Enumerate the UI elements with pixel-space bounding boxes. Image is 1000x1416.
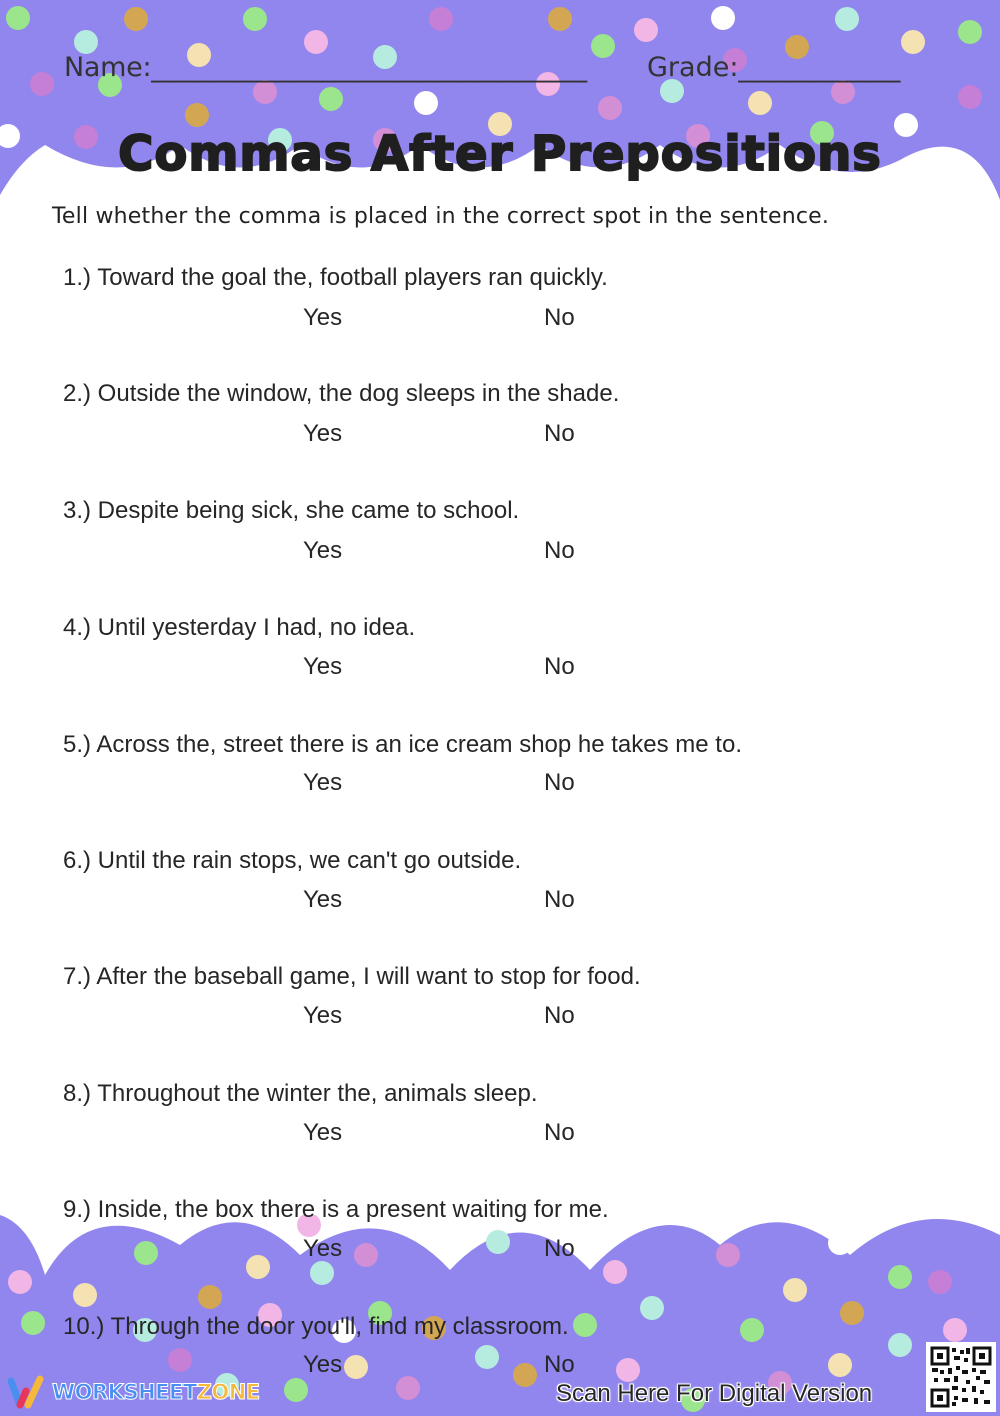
question-6: 6.) Until the rain stops, we can't go outside. (63, 847, 522, 874)
answer-no-10[interactable]: No (544, 1351, 575, 1378)
answer-yes-1[interactable]: Yes (303, 304, 343, 331)
w-logo-icon (8, 1375, 52, 1409)
question-8: 8.) Throughout the winter the, animals sleep. (63, 1080, 538, 1107)
question-3: 3.) Despite being sick, she came to school. (63, 497, 520, 524)
name-field[interactable]: Name:_________________________________ (64, 52, 587, 83)
answer-no-2[interactable]: No (544, 420, 575, 447)
answer-no-1[interactable]: No (544, 304, 575, 331)
answer-no-3[interactable]: No (544, 537, 575, 564)
answer-no-4[interactable]: No (544, 653, 575, 680)
answer-yes-9[interactable]: Yes (303, 1235, 343, 1262)
answer-no-6[interactable]: No (544, 886, 575, 913)
question-4: 4.) Until yesterday I had, no idea. (63, 614, 416, 641)
answer-no-5[interactable]: No (544, 769, 575, 796)
page-title: Commas After Prepositions (118, 126, 882, 182)
grade-field[interactable]: Grade:____________ (647, 52, 901, 83)
answer-yes-6[interactable]: Yes (303, 886, 343, 913)
worksheetzone-logo (8, 1375, 260, 1409)
question-9: 9.) Inside, the box there is a present waiting for me. (63, 1196, 609, 1223)
answer-yes-8[interactable]: Yes (303, 1119, 343, 1146)
qr-code-icon[interactable] (926, 1342, 996, 1412)
answer-yes-4[interactable]: Yes (303, 653, 343, 680)
answer-no-8[interactable]: No (544, 1119, 575, 1146)
answer-no-7[interactable]: No (544, 1002, 575, 1029)
question-10: 10.) Through the door you'll, find my classroom. (63, 1313, 569, 1340)
answer-no-9[interactable]: No (544, 1235, 575, 1262)
question-7: 7.) After the baseball game, I will want to stop for food. (63, 963, 641, 990)
instructions: Tell whether the comma is placed in the correct spot in the sentence. (52, 204, 830, 229)
answer-yes-2[interactable]: Yes (303, 420, 343, 447)
scan-caption: Scan Here For Digital Version (556, 1380, 873, 1407)
answer-yes-7[interactable]: Yes (303, 1002, 343, 1029)
answer-yes-5[interactable]: Yes (303, 769, 343, 796)
question-2: 2.) Outside the window, the dog sleeps in the shade. (63, 380, 620, 407)
answer-yes-3[interactable]: Yes (303, 537, 343, 564)
logo-text-zone: ZONE (196, 1380, 260, 1404)
question-5: 5.) Across the, street there is an ice cream shop he takes me to. (63, 731, 742, 758)
question-1: 1.) Toward the goal the, football players ran quickly. (63, 264, 608, 291)
answer-yes-10[interactable]: Yes (303, 1351, 343, 1378)
logo-text-worksheet: WORKSHEET (52, 1380, 197, 1404)
